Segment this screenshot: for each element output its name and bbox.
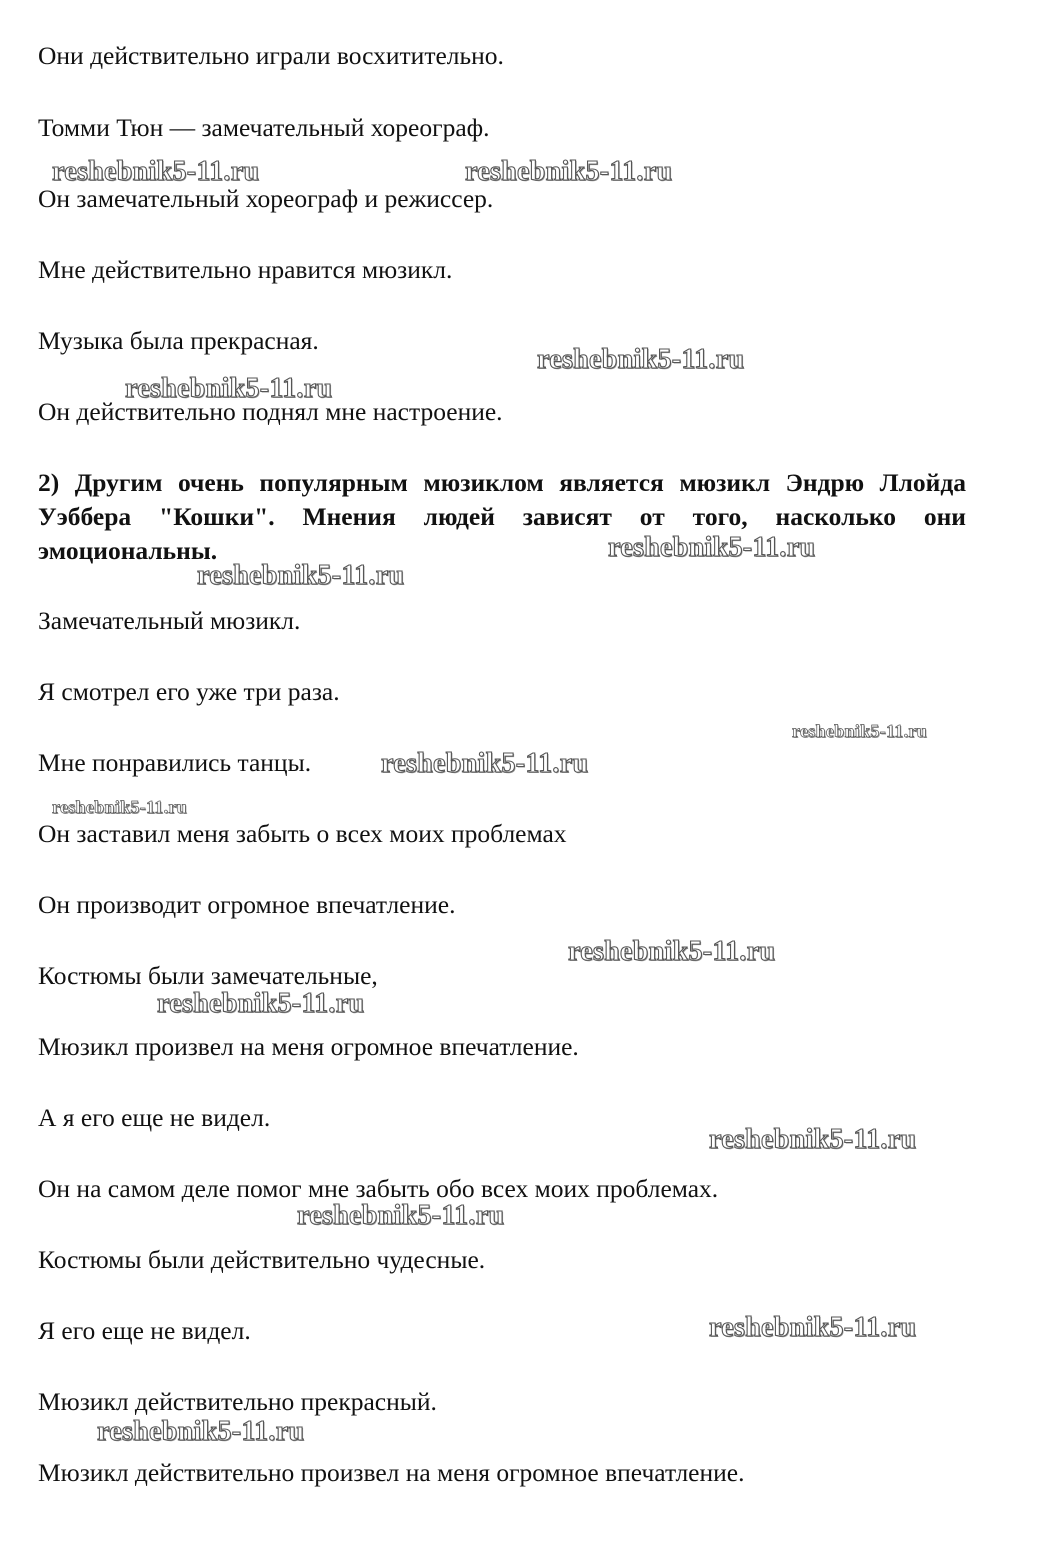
watermark: reshebnik5-11.ru — [157, 988, 365, 1019]
text-line: Томми Тюн — замечательный хореограф. — [38, 113, 490, 142]
watermark: reshebnik5-11.ru — [97, 1416, 305, 1447]
text-line: Музыка была прекрасная. — [38, 326, 319, 355]
watermark: reshebnik5-11.ru — [465, 156, 673, 187]
watermark: reshebnik5-11.ru — [297, 1200, 505, 1231]
text-line: А я его еще не видел. — [38, 1103, 271, 1132]
text-line: Мюзикл произвел на меня огромное впечатление. — [38, 1032, 579, 1061]
watermark: reshebnik5-11.ru — [52, 797, 187, 817]
text-line: Он замечательный хореограф и режиссер. — [38, 184, 494, 213]
watermark: reshebnik5-11.ru — [568, 936, 776, 967]
text-line: Замечательный мюзикл. — [38, 606, 301, 635]
text-line: Мне действительно нравится мюзикл. — [38, 255, 453, 284]
section-heading: 2) Другим очень популярным мюзиклом является мюзикл Эндрю Ллойда Уэббера "Кошки". Мнения людей зависят от того, насколько они эмоциональны. — [38, 468, 966, 565]
text-line: Он производит огромное впечатление. — [38, 890, 456, 919]
watermark: reshebnik5-11.ru — [792, 721, 927, 741]
watermark: reshebnik5-11.ru — [709, 1124, 917, 1155]
watermark: reshebnik5-11.ru — [709, 1312, 917, 1343]
text-line: Я его еще не видел. — [38, 1316, 251, 1345]
text-line: Костюмы были действительно чудесные. — [38, 1245, 486, 1274]
watermark: reshebnik5-11.ru — [125, 373, 333, 404]
text-line: Он на самом деле помог мне забыть обо всех моих проблемах. — [38, 1174, 719, 1203]
text-line: Мне понравились танцы. — [38, 748, 312, 777]
watermark: reshebnik5-11.ru — [537, 344, 745, 375]
watermark: reshebnik5-11.ru — [197, 560, 405, 591]
text-line: Я смотрел его уже три раза. — [38, 677, 340, 706]
watermark: reshebnik5-11.ru — [381, 748, 589, 779]
text-line: Он действительно поднял мне настроение. — [38, 397, 503, 426]
text-line: Они действительно играли восхитительно. — [38, 41, 504, 70]
text-line: Мюзикл действительно прекрасный. — [38, 1387, 437, 1416]
watermark: reshebnik5-11.ru — [52, 156, 260, 187]
text-line: Мюзикл действительно произвел на меня огромное впечатление. — [38, 1458, 745, 1487]
text-line: Он заставил меня забыть о всех моих проблемах — [38, 819, 567, 848]
watermark: reshebnik5-11.ru — [608, 532, 816, 563]
text-line: Костюмы были замечательные, — [38, 961, 378, 990]
